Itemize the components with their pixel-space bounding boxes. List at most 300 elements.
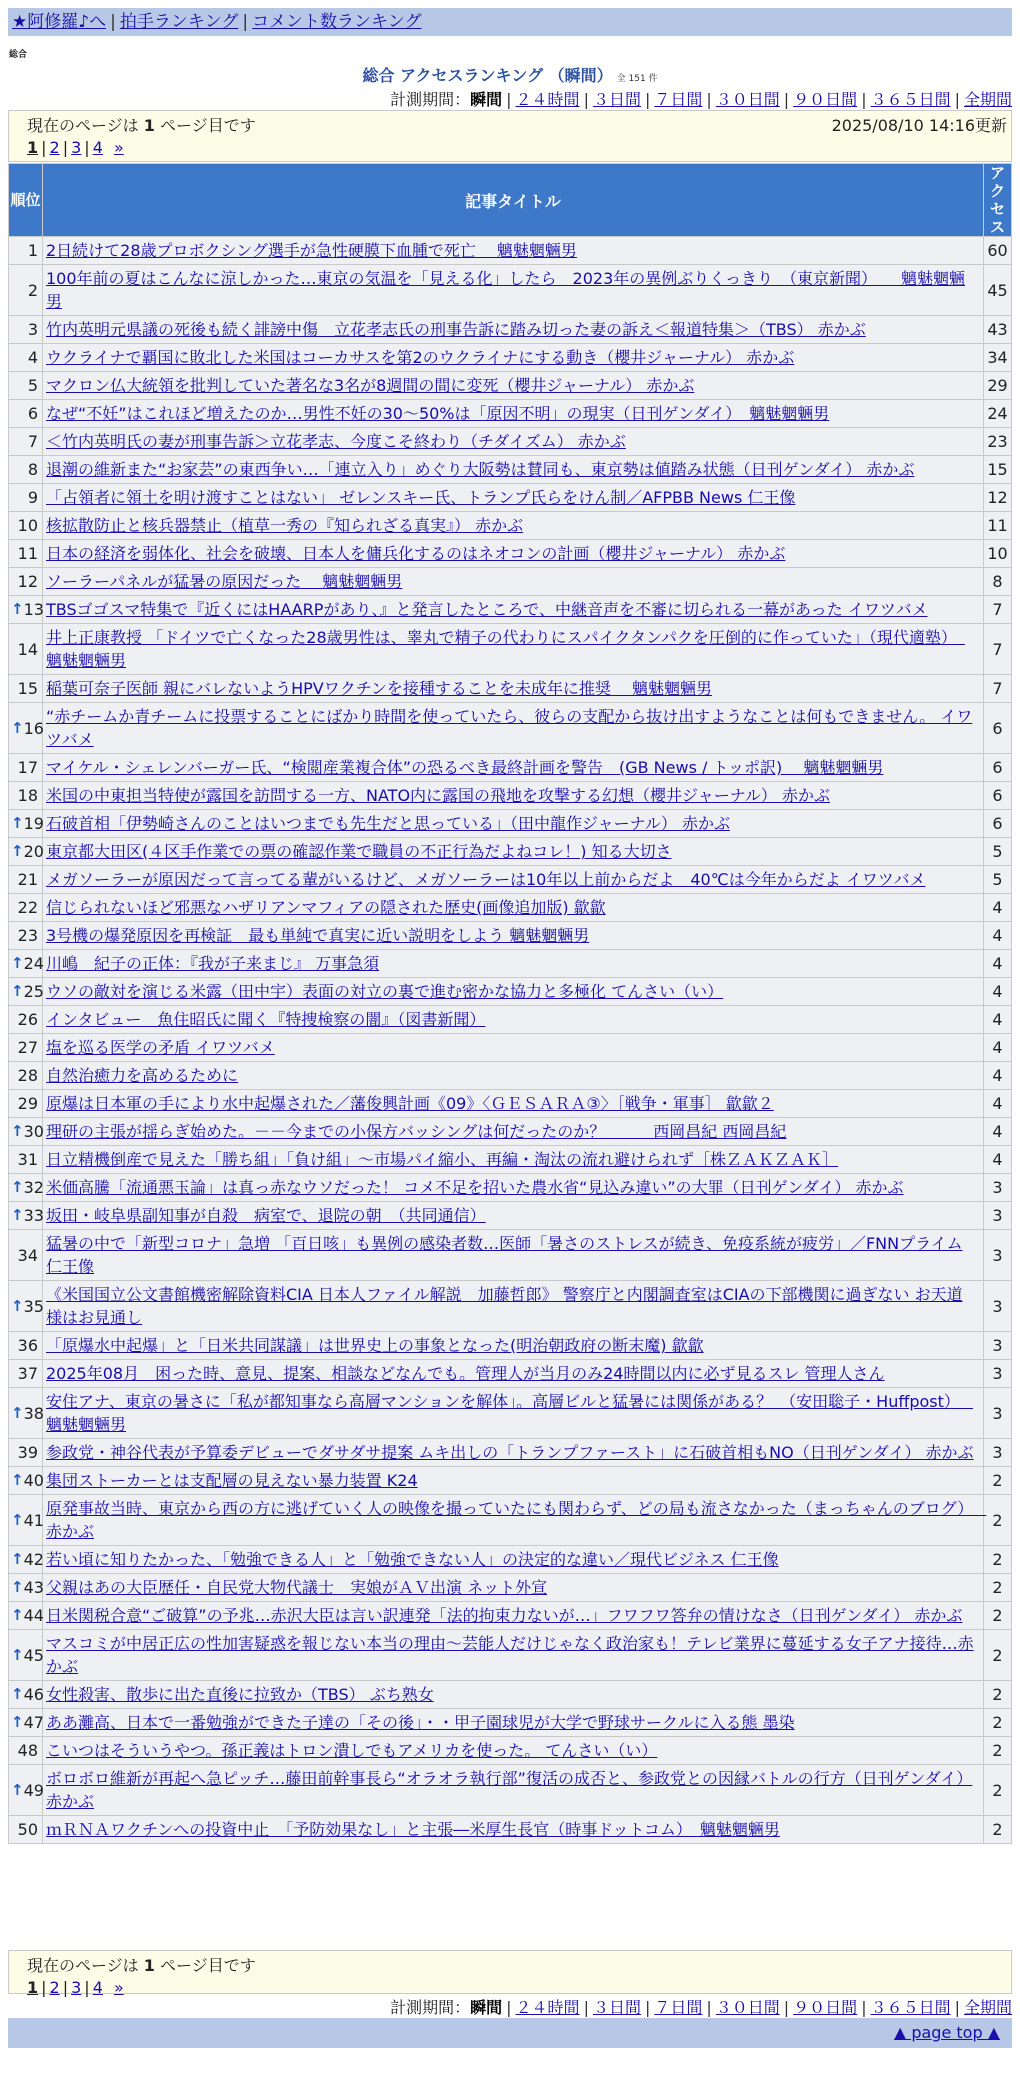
bottom-bar <box>8 2018 1012 2048</box>
article-title-link[interactable]: 退潮の維新また“お家芸”の東西争い…「連立入り」めぐり大阪勢は賛同も、東京勢は値踏み状態（日刊ゲンダイ） 赤かぶ <box>46 460 915 479</box>
rank-number: 29 <box>17 1094 38 1113</box>
rank-cell <box>9 1737 43 1765</box>
up-arrow-icon: ↑ <box>11 1713 24 1731</box>
page-separator: | <box>62 1978 69 1997</box>
title-cell <box>43 1174 984 1202</box>
period-separator: | <box>644 90 651 109</box>
next-page-link[interactable]: » <box>113 138 124 157</box>
period-separator: | <box>954 90 960 109</box>
rank-number: 2 <box>27 280 38 300</box>
rank-number: 7 <box>27 432 38 451</box>
up-arrow-icon: ↑ <box>11 1550 24 1568</box>
period-option-link[interactable]: ２４時間 <box>515 1998 580 2017</box>
col-title-header: 記事タイトル <box>43 164 984 237</box>
article-title-link[interactable]: 石破首相「伊勢崎さんのことはいつまでも先生だと思っている」（田中龍作ジャーナル） 赤かぶ <box>46 814 730 833</box>
title-cell <box>43 1006 984 1034</box>
up-arrow-icon: ↑ <box>11 1645 24 1664</box>
period-separator: | <box>783 1998 790 2017</box>
access-count: 2 <box>984 1681 1012 1709</box>
rank-number: 42 <box>23 1550 44 1569</box>
page-separator: | <box>62 138 69 157</box>
rank-cell <box>9 1230 43 1281</box>
access-count: 6 <box>984 810 1012 838</box>
page-link[interactable]: 2 <box>49 1978 60 1997</box>
title-cell <box>43 1146 984 1174</box>
table-row <box>9 1034 1012 1062</box>
title-cell <box>43 1090 984 1118</box>
table-row <box>9 1118 1012 1146</box>
up-arrow-icon: ↑ <box>11 1206 24 1224</box>
rank-number: 37 <box>17 1364 38 1383</box>
up-arrow-icon: ↑ <box>11 982 24 1000</box>
page-separator: | <box>41 138 47 157</box>
table-row <box>9 512 1012 540</box>
title-cell <box>43 703 984 754</box>
title-cell <box>43 922 984 950</box>
article-title-link[interactable]: 父親はあの大臣歴任・自民党大物代議士 実娘がＡＶ出演 ネット外宣 <box>46 1578 548 1597</box>
period-separator: | <box>861 1998 867 2017</box>
access-count: 5 <box>984 838 1012 866</box>
article-title-link[interactable]: 原爆は日本軍の手により水中起爆された／藩俊興計画《09》〈ＧＥＳＡＲＡ③〉［戦争・軍事］ 歙歙２ <box>46 1094 774 1113</box>
article-title-link[interactable]: “赤チームか青チームに投票することにばかり時間を使っていたら、彼らの支配から抜け出すようなことは何もできません。 イワツバメ <box>46 707 973 749</box>
access-count: 4 <box>984 894 1012 922</box>
rank-cell <box>9 1467 43 1495</box>
rank-cell <box>9 344 43 372</box>
page-title <box>0 63 1020 86</box>
access-count: 3 <box>984 1332 1012 1360</box>
access-count: 2 <box>984 1630 1012 1681</box>
table-row <box>9 1602 1012 1630</box>
access-count: 3 <box>984 1281 1012 1332</box>
article-title-link[interactable]: 100年前の夏はこんなに涼しかった…東京の気温を「見える化」したら 2023年の異例ぶりくっきり （東京新聞） 魑魅魍魎男 <box>46 269 965 311</box>
title-cell <box>43 624 984 675</box>
article-title-link[interactable]: 稲葉可奈子医師 親にバレないようHPVワクチンを接種することを未成年に推奨 魑魅魍魎男 <box>46 679 712 698</box>
title-cell <box>43 568 984 596</box>
title-cell <box>43 372 984 400</box>
title-cell <box>43 1602 984 1630</box>
rank-number: 31 <box>17 1150 38 1169</box>
access-count: 10 <box>984 540 1012 568</box>
rank-cell <box>9 1602 43 1630</box>
title-cell <box>43 265 984 316</box>
ranking-table-body <box>9 237 1012 1844</box>
rank-number: 3 <box>27 320 38 339</box>
rank-cell <box>9 568 43 596</box>
next-page-link[interactable]: » <box>113 1978 124 1997</box>
period-option-link[interactable]: ３６５日間 <box>870 1998 951 2017</box>
rank-cell <box>9 540 43 568</box>
article-title-link[interactable]: 日本の経済を弱体化、社会を破壊、日本人を傭兵化するのはネオコンの計画（櫻井ジャーナル） 赤かぶ <box>46 544 786 563</box>
table-row <box>9 237 1012 265</box>
rank-number: 35 <box>23 1296 44 1316</box>
title-cell <box>43 1574 984 1602</box>
table-row <box>9 1090 1012 1118</box>
article-title-link[interactable]: 安住アナ、東京の暑さに「私が都知事なら高層マンションを解体」。高層ビルと猛暑には関係がある？ （安田聡子・Huffpost） 魑魅魍魎男 <box>46 1392 974 1434</box>
rank-number: 18 <box>17 786 38 805</box>
table-row <box>9 1630 1012 1681</box>
rank-number: 39 <box>17 1443 38 1462</box>
article-title-link[interactable]: 日立精機倒産で見えた「勝ち組」「負け組」～市場パイ縮小、再編・淘汰の流れ避けられず［株ＺＡＫＺＡＫ］ <box>46 1150 839 1169</box>
title-cell <box>43 540 984 568</box>
rank-number: 24 <box>23 954 44 973</box>
period-separator: | <box>706 90 712 109</box>
period-option-link[interactable]: ３０日間 <box>715 1998 780 2017</box>
nav-separator: | <box>242 12 249 32</box>
rank-cell <box>9 372 43 400</box>
table-row <box>9 754 1012 782</box>
title-cell <box>43 1630 984 1681</box>
ranking-title: 総合 アクセスランキング （瞬間） <box>362 66 613 85</box>
table-row <box>9 372 1012 400</box>
table-row <box>9 428 1012 456</box>
table-header-row <box>9 164 1012 237</box>
table-row <box>9 922 1012 950</box>
title-cell <box>43 1034 984 1062</box>
article-title-link[interactable]: ウソの敵対を演じる米露（田中宇）表面の対立の裏で進む密かな協力と多極化 てんさい（い） <box>46 982 724 1001</box>
period-option-link[interactable]: ３日間 <box>592 1998 641 2017</box>
rank-cell <box>9 428 43 456</box>
article-title-link[interactable]: ボロボロ維新が再起へ急ピッチ…藤田前幹事長ら“オラオラ執行部”復活の成否と、参政党との因縁バトルの行方（日刊ゲンダイ） 赤かぶ <box>46 1769 973 1811</box>
rank-number: 6 <box>27 404 38 423</box>
rank-number: 50 <box>17 1820 38 1839</box>
period-separator: | <box>954 1998 960 2017</box>
rank-cell <box>9 484 43 512</box>
period-option-link[interactable]: ９０日間 <box>793 90 858 109</box>
title-cell <box>43 866 984 894</box>
article-title-link[interactable]: 竹内英明元県議の死後も続く誹謗中傷 立花孝志氏の刑事告訴に踏み切った妻の訴え＜報道特集＞（TBS） 赤かぶ <box>46 320 866 339</box>
title-cell <box>43 978 984 1006</box>
page-link[interactable]: 4 <box>92 138 103 157</box>
access-count: 34 <box>984 344 1012 372</box>
table-row <box>9 1332 1012 1360</box>
page-top-link[interactable]: ▲ page top ▲ <box>893 2023 1000 2042</box>
access-count: 3 <box>984 1360 1012 1388</box>
period-separator: | <box>583 1998 589 2017</box>
period-option-link[interactable]: ３０日間 <box>715 90 780 109</box>
page-links <box>27 138 993 157</box>
page-link[interactable]: 2 <box>49 138 60 157</box>
rank-cell <box>9 1709 43 1737</box>
article-title-link[interactable]: 2日続けて28歳プロボクシング選手が急性硬膜下血腫で死亡 魑魅魍魎男 <box>46 241 577 260</box>
title-cell <box>43 344 984 372</box>
article-title-link[interactable]: マクロン仏大統領を批判していた著名な3名が8週間の間に変死（櫻井ジャーナル） 赤かぶ <box>46 376 695 395</box>
article-title-link[interactable]: 塩を巡る医学の矛盾 イワツバメ <box>46 1038 275 1057</box>
up-arrow-icon: ↑ <box>11 1403 24 1422</box>
access-count: 7 <box>984 675 1012 703</box>
category-label: 総合 <box>9 50 28 60</box>
article-title-link[interactable]: 集団ストーカーとは支配層の見えない暴力装置 K24 <box>46 1471 418 1490</box>
period-option-link[interactable]: ９０日間 <box>793 1998 858 2017</box>
page-separator <box>106 138 111 157</box>
access-count: 4 <box>984 1034 1012 1062</box>
access-count: 43 <box>984 316 1012 344</box>
article-title-link[interactable]: なぜ“不妊”はこれほど増えたのか…男性不妊の30～50%は「原因不明」の現実（日刊ゲンダイ） 魑魅魍魎男 <box>46 404 830 423</box>
title-cell <box>43 1360 984 1388</box>
article-title-link[interactable]: ソーラーパネルが猛暑の原因だった 魑魅魍魎男 <box>46 572 403 591</box>
article-title-link[interactable]: 理研の主張が揺らぎ始めた。－－今までの小保方バッシングは何だったのか？ 西岡昌紀 西岡昌紀 <box>46 1122 787 1141</box>
period-separator: | <box>706 1998 712 2017</box>
table-row <box>9 1495 1012 1546</box>
article-title-link[interactable]: 原発事故当時、東京から西の方に逃げていく人の映像を撮っていたにも関わらず、どの局も流さなかった（まっちゃんのブログ） 赤かぶ <box>46 1499 987 1541</box>
table-row <box>9 950 1012 978</box>
access-count: 2 <box>984 1467 1012 1495</box>
rank-number: 47 <box>23 1713 44 1732</box>
rank-cell <box>9 624 43 675</box>
title-cell <box>43 810 984 838</box>
article-title-link[interactable]: 自然治癒力を高めるために <box>46 1066 239 1085</box>
table-row <box>9 1467 1012 1495</box>
period-separator: | <box>861 90 867 109</box>
up-arrow-icon: ↑ <box>11 1606 24 1624</box>
access-count: 4 <box>984 1118 1012 1146</box>
period-option-link[interactable]: ７日間 <box>654 90 703 109</box>
rank-number: 1 <box>27 241 38 260</box>
clap-ranking-link[interactable]: 拍手ランキング <box>119 12 239 32</box>
rank-number: 46 <box>23 1685 44 1704</box>
col-rank-header: 順位 <box>9 164 43 237</box>
table-row <box>9 624 1012 675</box>
up-arrow-icon: ↑ <box>11 842 24 860</box>
period-selector-bottom <box>390 1995 1012 2018</box>
period-label: 計測期間： <box>390 90 471 109</box>
article-title-link[interactable]: 井上正康教授 「ドイツで亡くなった28歳男性は、睾丸で精子の代わりにスパイクタンパクを圧倒的に作っていた」（現代適塾） 魑魅魍魎男 <box>46 628 965 670</box>
title-cell <box>43 1467 984 1495</box>
period-option-link[interactable]: ３日間 <box>592 90 641 109</box>
rank-cell <box>9 866 43 894</box>
period-label: 計測期間： <box>390 1998 471 2017</box>
rank-cell <box>9 265 43 316</box>
article-title-link[interactable]: ウクライナで覇国に敗北した米国はコーカサスを第2のウクライナにする動き（櫻井ジャーナル） 赤かぶ <box>46 348 795 367</box>
table-row <box>9 675 1012 703</box>
current-page-number: 1 <box>143 1956 155 1975</box>
rank-cell <box>9 1765 43 1816</box>
article-title-link[interactable]: ＜竹内英明氏の妻が刑事告訴＞立花孝志、今度こそ終わり（チダイズム） 赤かぶ <box>46 432 626 451</box>
access-count: 4 <box>984 1146 1012 1174</box>
period-separator: | <box>783 90 790 109</box>
page-separator: | <box>84 138 90 157</box>
comment-ranking-link[interactable]: コメント数ランキング <box>252 12 422 32</box>
article-title-link[interactable]: 信じられないほど邪悪なハザリアンマフィアの隠された歴史(画像追加版) 歙歙 <box>46 898 606 917</box>
title-cell <box>43 1281 984 1332</box>
table-row <box>9 484 1012 512</box>
home-link[interactable]: ★阿修羅♪へ <box>12 12 107 32</box>
rank-cell <box>9 1574 43 1602</box>
table-row <box>9 1006 1012 1034</box>
page-status <box>27 1953 993 1976</box>
table-row <box>9 1174 1012 1202</box>
article-title-link[interactable]: メガソーラーが原因だって言ってる輩がいるけど、メガソーラーは10年以上前からだよ 40℃は今年からだよ イワツバメ <box>46 870 926 889</box>
up-arrow-icon: ↑ <box>11 1122 24 1140</box>
article-title-link[interactable]: マイケル・シェレンバーガー氏、“検閲産業複合体”の恐るべき最終計画を警告 (GB News / トッポ訳) 魑魅魍魎男 <box>46 758 884 777</box>
access-count: 4 <box>984 922 1012 950</box>
rank-number: 41 <box>23 1510 44 1530</box>
updated-timestamp: 2025/08/10 14:16更新 <box>831 116 1007 135</box>
top-nav-bar <box>8 8 1012 36</box>
article-title-link[interactable]: 東京都大田区(４区手作業での票の確認作業で職員の不正行為だよねコレ！) 知る大切さ <box>46 842 672 861</box>
page-status-prefix: 現在のページは <box>27 116 144 135</box>
access-count: 6 <box>984 703 1012 754</box>
table-row <box>9 1146 1012 1174</box>
title-cell <box>43 1737 984 1765</box>
rank-cell <box>9 978 43 1006</box>
rank-number: 30 <box>23 1122 44 1141</box>
up-arrow-icon: ↑ <box>11 1178 24 1196</box>
access-count: 2 <box>984 1546 1012 1574</box>
access-count: 7 <box>984 596 1012 624</box>
article-title-link[interactable]: 川嶋 紀子の正体：『我が子来まじ』 万事急須 <box>46 954 380 973</box>
table-row <box>9 316 1012 344</box>
title-cell <box>43 894 984 922</box>
rank-cell <box>9 754 43 782</box>
article-title-link[interactable]: マスコミが中居正広の性加害疑惑を報じない本当の理由～芸能人だけじゃなく政治家も！テレビ業界に蔓延する女子アナ接待…赤かぶ <box>46 1634 974 1676</box>
access-count: 29 <box>984 372 1012 400</box>
title-cell <box>43 1495 987 1546</box>
article-title-link[interactable]: こいつはそういうやつ。孫正義はトロン潰しでもアメリカを使った。 てんさい（い） <box>46 1741 658 1760</box>
access-count: 2 <box>984 1816 1012 1844</box>
rank-number: 33 <box>23 1206 44 1225</box>
article-title-link[interactable]: 米国の中東担当特使が露国を訪問する一方、NATO内に露国の飛地を攻撃する幻想（櫻井ジャーナル） 赤かぶ <box>46 786 831 805</box>
access-count: 2 <box>984 1574 1012 1602</box>
title-cell <box>43 484 984 512</box>
rank-number: 34 <box>17 1245 38 1265</box>
page-separator: | <box>84 1978 90 1997</box>
rank-number: 26 <box>17 1010 38 1029</box>
title-cell <box>43 838 984 866</box>
up-arrow-icon: ↑ <box>11 1780 24 1799</box>
table-row <box>9 1546 1012 1574</box>
ranking-table <box>8 163 1012 1844</box>
table-row <box>9 1281 1012 1332</box>
page-status-suffix: ページ目です <box>154 1956 256 1975</box>
access-count: 4 <box>984 1006 1012 1034</box>
rank-number: 48 <box>17 1741 38 1760</box>
article-title-link[interactable]: 日米関税合意“ご破算”の予兆…赤沢大臣は言い訳連発「法的拘束力ないが…」フワフワ答弁の情けなさ（日刊ゲンダイ） 赤かぶ <box>46 1606 963 1625</box>
article-title-link[interactable]: 核拡散防止と核兵器禁止（植草一秀の『知られざる真実』） 赤かぶ <box>46 516 524 535</box>
rank-cell <box>9 810 43 838</box>
title-cell <box>43 1546 984 1574</box>
period-separator: | <box>583 90 589 109</box>
title-cell <box>43 1118 984 1146</box>
article-title-link[interactable]: ｍＲＮＡワクチンへの投資中止 「予防効果なし」と主張―米厚生長官（時事ドットコム） 魑魅魍魎男 <box>46 1820 780 1839</box>
article-title-link[interactable]: 参政党・神谷代表が予算委デビューでダサダサ提案 ムキ出しの「トランプファースト」に石破首相もNO（日刊ゲンダイ） 赤かぶ <box>46 1443 974 1462</box>
rank-cell <box>9 1090 43 1118</box>
table-row <box>9 1202 1012 1230</box>
up-arrow-icon: ↑ <box>11 954 24 972</box>
title-cell <box>43 754 984 782</box>
access-count: 2 <box>984 1495 1012 1546</box>
article-title-link[interactable]: 2025年08月 困った時、意見、提案、相談などなんでも。管理人が当月のみ24時間以内に必ず見るスレ 管理人さん <box>46 1364 885 1383</box>
title-cell <box>43 1816 984 1844</box>
access-count: 12 <box>984 484 1012 512</box>
up-arrow-icon: ↑ <box>11 814 24 832</box>
rank-cell <box>9 1630 43 1681</box>
rank-cell <box>9 400 43 428</box>
rank-number: 20 <box>23 842 44 861</box>
page-link-current[interactable]: 1 <box>27 138 39 157</box>
access-count: 4 <box>984 950 1012 978</box>
rank-cell <box>9 675 43 703</box>
rank-cell <box>9 1006 43 1034</box>
table-row <box>9 1681 1012 1709</box>
article-title-link[interactable]: 「原爆水中起爆」と「日米共同謀議」は世界史上の事象となった(明治朝政府の断末魔) 歙歙 <box>46 1336 704 1355</box>
rank-number: 9 <box>27 488 38 507</box>
article-title-link[interactable]: 坂田・岐阜県副知事が自殺 病室で、退院の朝 （共同通信） <box>46 1206 486 1225</box>
access-count: 4 <box>984 1090 1012 1118</box>
col-access-header: アクセス <box>984 164 1012 237</box>
rank-number: 23 <box>17 926 38 945</box>
period-option-link[interactable]: ３６５日間 <box>870 90 951 109</box>
article-title-link[interactable]: 「占領者に領土を明け渡すことはない」 ゼレンスキー氏、トランプ氏らをけん制／AFPBB News 仁王像 <box>46 488 796 507</box>
rank-number: 11 <box>17 544 38 563</box>
page-link[interactable]: 4 <box>92 1978 103 1997</box>
access-count: 5 <box>984 866 1012 894</box>
access-count: 4 <box>984 1062 1012 1090</box>
rank-number: 22 <box>17 898 38 917</box>
up-arrow-icon: ↑ <box>11 1471 24 1489</box>
title-cell <box>43 1681 984 1709</box>
access-count: 60 <box>984 237 1012 265</box>
page-status-prefix: 現在のページは <box>27 1956 144 1975</box>
period-option-link[interactable]: 全期間 <box>963 1998 1012 2017</box>
period-option-link[interactable]: 全期間 <box>963 90 1012 109</box>
table-row <box>9 782 1012 810</box>
article-title-link[interactable]: 3号機の爆発原因を再検証 最も単純で真実に近い説明をしよう 魑魅魍魎男 <box>46 926 590 945</box>
rank-cell <box>9 782 43 810</box>
page-link[interactable]: 3 <box>71 138 82 157</box>
period-current: 瞬間 <box>470 1998 503 2017</box>
access-count: 24 <box>984 400 1012 428</box>
article-title-link[interactable]: 若い頃に知りたかった、「勉強できる人」と「勉強できない人」の決定的な違い／現代ビジネス 仁王像 <box>46 1550 779 1569</box>
article-title-link[interactable]: インタビュー 魚住昭氏に聞く『特捜検察の闇』（図書新聞） <box>46 1010 486 1029</box>
table-row <box>9 265 1012 316</box>
access-count: 6 <box>984 782 1012 810</box>
table-row <box>9 978 1012 1006</box>
title-cell <box>43 596 984 624</box>
access-count: 3 <box>984 1174 1012 1202</box>
period-option-link[interactable]: ２４時間 <box>515 90 580 109</box>
current-page-number: 1 <box>143 116 155 135</box>
article-title-link[interactable]: TBSゴゴスマ特集で『近くにはHAARPがあり、』と発言したところで、中継音声を不審に切られる一幕があった イワツバメ <box>46 600 928 619</box>
period-option-link[interactable]: ７日間 <box>654 1998 703 2017</box>
page-link-current[interactable]: 1 <box>27 1978 39 1997</box>
table-row <box>9 894 1012 922</box>
title-cell <box>43 456 984 484</box>
access-count: 8 <box>984 568 1012 596</box>
rank-number: 10 <box>17 516 38 535</box>
access-count: 7 <box>984 624 1012 675</box>
title-cell <box>43 950 984 978</box>
rank-cell <box>9 456 43 484</box>
article-title-link[interactable]: 猛暑の中で「新型コロナ」急増 「百日咳」も異例の感染者数…医師「暑さのストレスが続き、免疫系統が疲労」／FNNプライム 仁王像 <box>46 1234 963 1276</box>
rank-number: 43 <box>23 1578 44 1597</box>
rank-cell <box>9 922 43 950</box>
access-count: 3 <box>984 1230 1012 1281</box>
article-title-link[interactable]: ああ灘高、日本で一番勉強ができた子達の「その後」・・甲子園球児が大学で野球サークルに入る態 墨染 <box>46 1713 795 1732</box>
article-title-link[interactable]: 女性殺害、散歩に出た直後に拉致か（TBS） ぶち熟女 <box>46 1685 434 1704</box>
table-row <box>9 810 1012 838</box>
pager-top <box>8 110 1012 162</box>
rank-cell <box>9 1388 43 1439</box>
access-count: 2 <box>984 1737 1012 1765</box>
access-count: 4 <box>984 978 1012 1006</box>
article-title-link[interactable]: 《米国国立公文書館機密解除資料CIA 日本人ファイル解説 加藤哲郎》 警察庁と内閣調査室はCIAの下部機関に過ぎない お天道様はお見通し <box>46 1285 963 1327</box>
access-count: 3 <box>984 1202 1012 1230</box>
title-cell <box>43 1439 984 1467</box>
page-link[interactable]: 3 <box>71 1978 82 1997</box>
article-title-link[interactable]: 米価高騰「流通悪玉論」は真っ赤なウソだった！ コメ不足を招いた農水省“見込み違い”の大罪（日刊ゲンダイ） 赤かぶ <box>46 1178 904 1197</box>
rank-number: 5 <box>27 376 38 395</box>
table-row <box>9 456 1012 484</box>
